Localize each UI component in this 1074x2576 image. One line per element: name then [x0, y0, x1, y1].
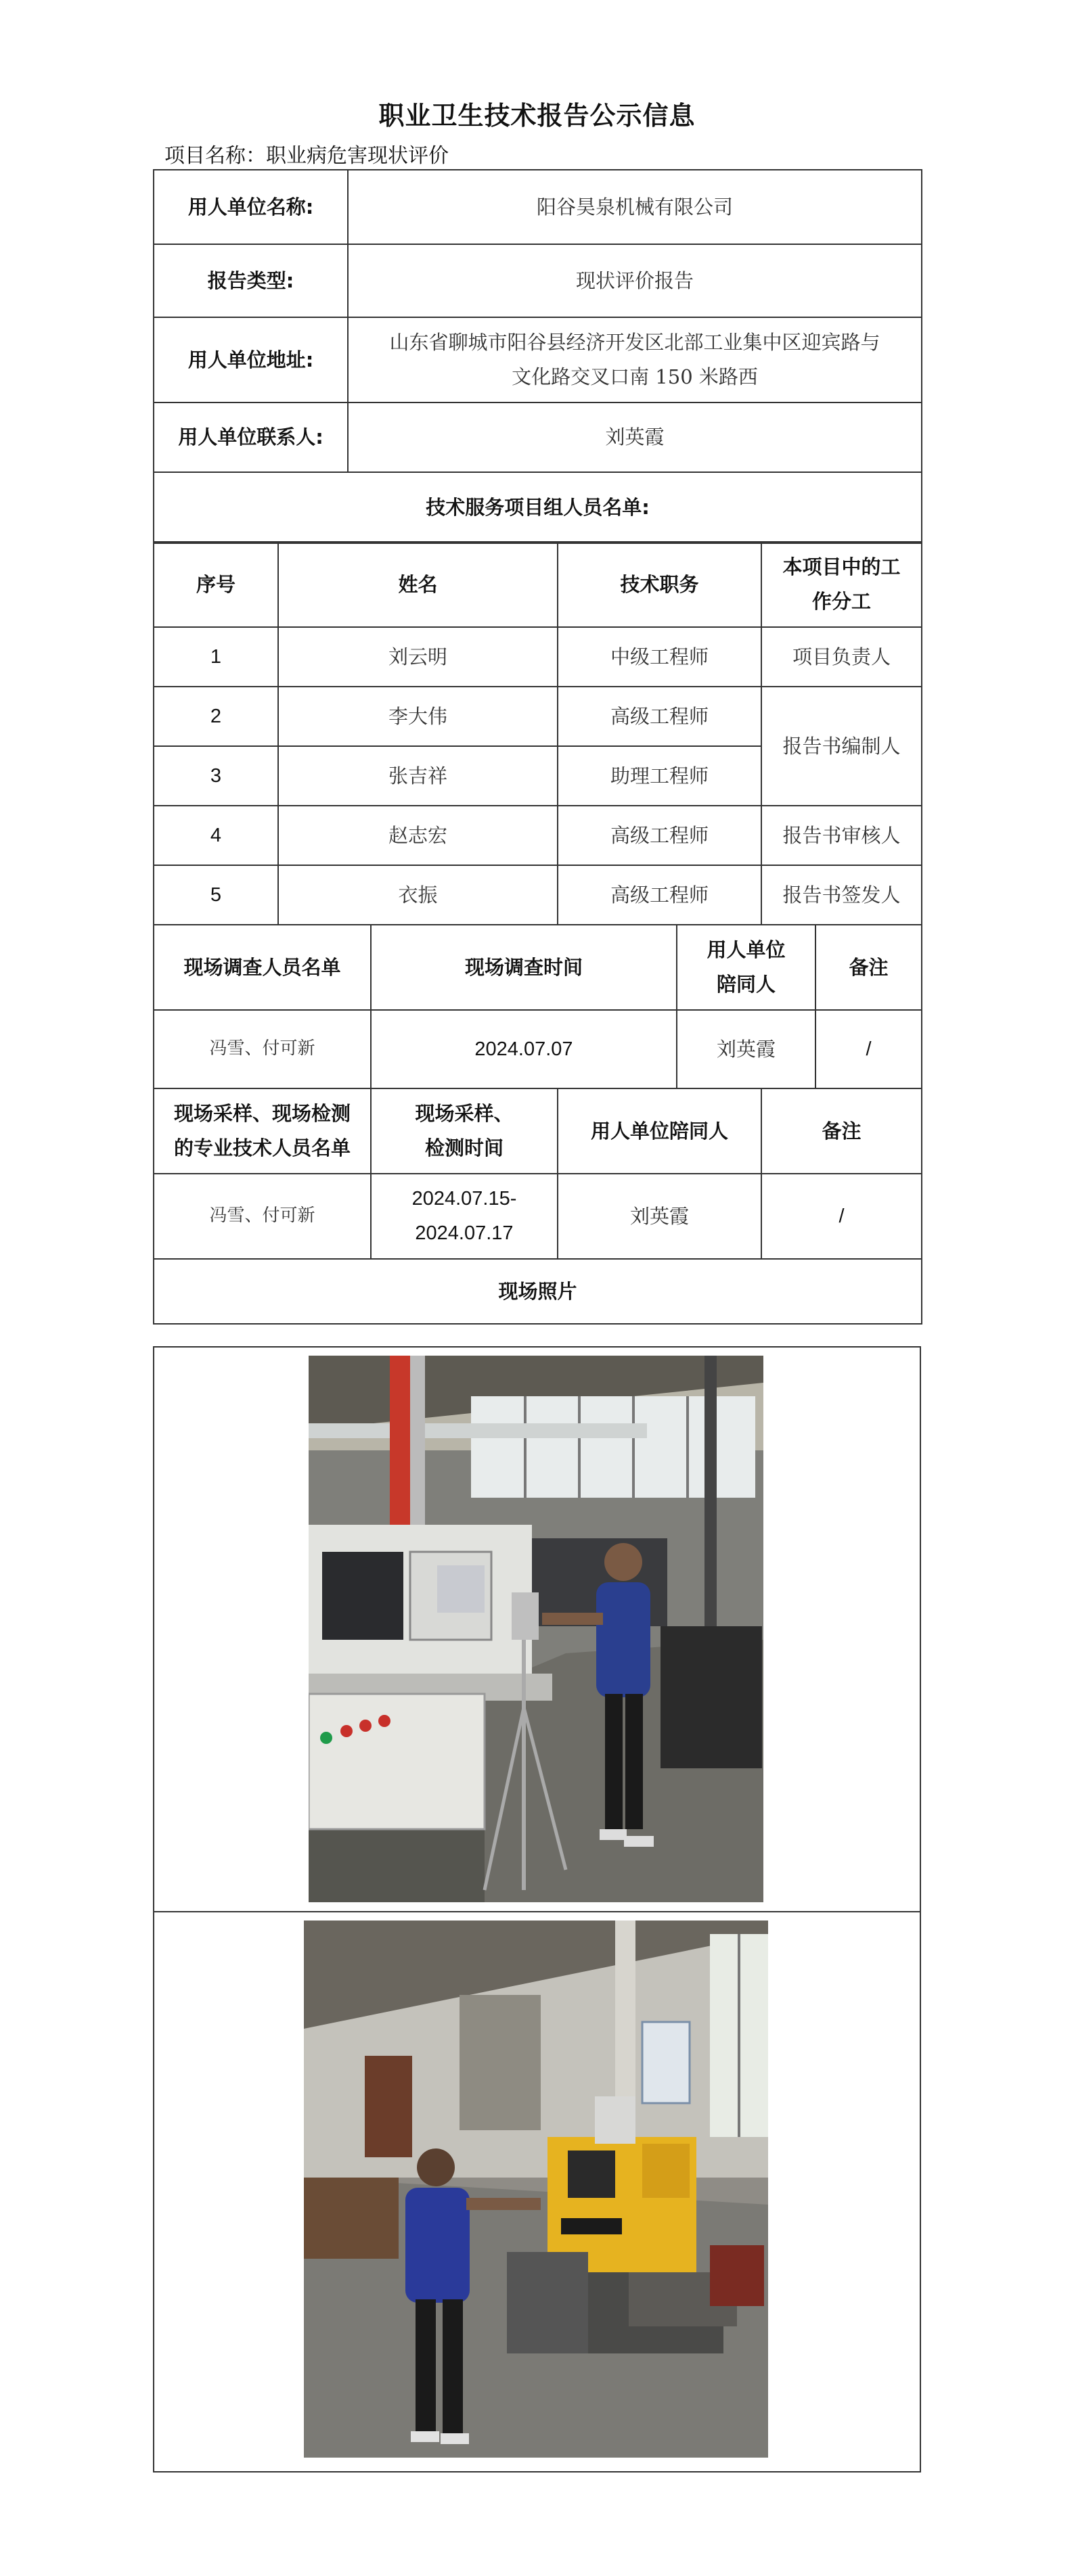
- survey-staff: 冯雪、付可新: [154, 1010, 371, 1088]
- contact-value: 刘英霞: [348, 402, 922, 472]
- survey-time-header: 现场调查时间: [371, 925, 677, 1010]
- photos-heading: 现场照片: [154, 1259, 922, 1324]
- sampling-escort: 刘英霞: [558, 1174, 761, 1259]
- table-row: 3 张吉祥 助理工程师: [154, 746, 922, 806]
- project-name: 项目名称：职业病危害现状评价: [164, 144, 449, 168]
- site-photos-box: [153, 1346, 921, 2472]
- table-row: [154, 1010, 922, 1088]
- survey-time: 2024.07.07: [371, 1010, 677, 1088]
- site-photo-lathe-measurement: [309, 1356, 763, 1902]
- sampling-escort-header: 用人单位陪同人: [558, 1088, 761, 1174]
- address-line-1: 山东省聊城市阳谷县经济开发区北部工业集中区迎宾路与: [389, 331, 880, 354]
- unit-name-label: 用人单位名称:: [154, 170, 348, 244]
- col-title: 技术职务: [558, 542, 761, 627]
- survey-table: [153, 924, 922, 1089]
- report-type-label: 报告类型:: [154, 244, 348, 317]
- contact-label: 用人单位联系人:: [154, 402, 348, 472]
- site-photo-yellow-machine: [304, 1920, 768, 2458]
- sampling-time-header: 现场采样、 检测时间: [371, 1088, 558, 1174]
- table-row: [154, 1174, 922, 1259]
- sampling-note: /: [761, 1174, 922, 1259]
- sampling-staff: 冯雪、付可新: [154, 1174, 371, 1259]
- sampling-note-header: 备注: [761, 1088, 922, 1174]
- address-label: 用人单位地址:: [154, 317, 348, 402]
- table-row: 5 衣振 高级工程师 报告书签发人: [154, 865, 922, 925]
- report-type-value: 现状评价报告: [348, 244, 922, 317]
- address-line-2: 文化路交叉口南 150 米路西: [512, 365, 758, 388]
- team-heading: 技术服务项目组人员名单:: [154, 472, 922, 543]
- col-name: 姓名: [278, 542, 558, 627]
- table-row: 1 刘云明 中级工程师 项目负责人: [154, 627, 922, 687]
- table-row: 4 赵志宏 高级工程师 报告书审核人: [154, 806, 922, 865]
- col-no: 序号: [154, 542, 278, 627]
- col-role: 本项目中的工 作分工: [761, 542, 922, 627]
- survey-note: /: [815, 1010, 922, 1088]
- team-table: [153, 541, 922, 925]
- document-title: 职业卫生技术报告公示信息: [378, 101, 696, 131]
- sampling-staff-header: 现场采样、现场检测 的专业技术人员名单: [154, 1088, 371, 1174]
- photo-divider: [154, 1911, 920, 1912]
- sampling-table: [153, 1088, 922, 1325]
- unit-info-table: [153, 169, 922, 544]
- survey-note-header: 备注: [815, 925, 922, 1010]
- survey-staff-header: 现场调查人员名单: [154, 925, 371, 1010]
- unit-name-value: 阳谷昊泉机械有限公司: [348, 170, 922, 244]
- address-value: [348, 317, 922, 402]
- survey-escort: 刘英霞: [677, 1010, 815, 1088]
- table-row: 2 李大伟 高级工程师 报告书编制人: [154, 687, 922, 746]
- survey-escort-header: 用人单位 陪同人: [677, 925, 815, 1010]
- sampling-time: 2024.07.15- 2024.07.17: [371, 1174, 558, 1259]
